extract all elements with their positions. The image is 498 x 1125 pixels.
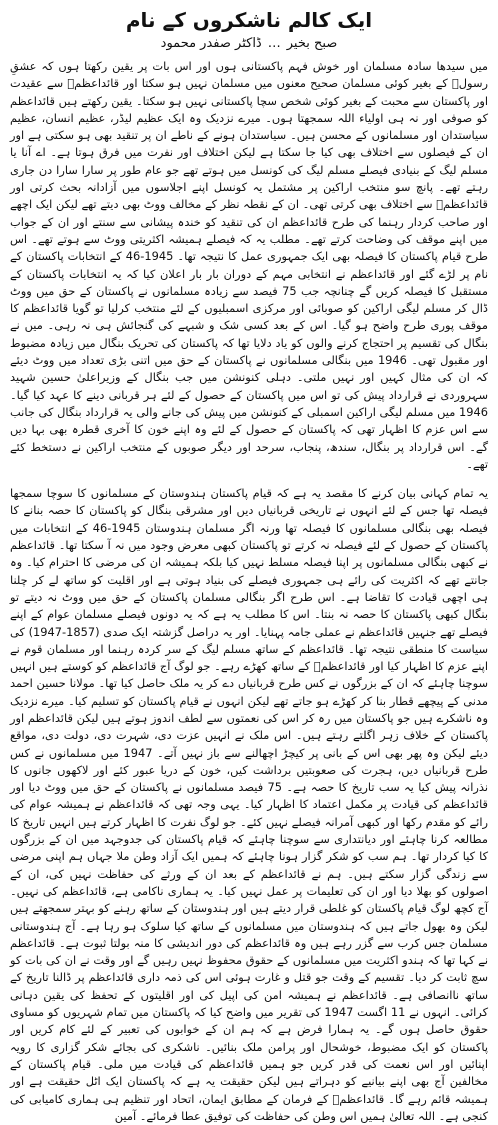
author-name: ڈاکٹر صفدر محمود	[160, 36, 262, 51]
article-body	[10, 58, 488, 1125]
column-name: صبح بخیر	[286, 36, 338, 51]
article-title: ایک کالم ناشکروں کے نام	[125, 8, 373, 32]
paragraph-2: یہ تمام کہانی بیان کرنے کا مقصد یہ ہے کہ قیام پاکستان ہندوستان کے مسلمانوں کا سوچا سمجھا فیصلہ تھا جس کے لئے انہوں نے تاریخی قربانیاں دیں اور مشرقی بنگال کو پاکستان کا حصہ بنانے کا فیصلہ بھی بنگالی مسلمانوں کا فیصلہ تھا ورنہ اگر مسلمان ہندوستان 1945-46 کے انتخابات میں پاکستان کے حصول کے لئے فیصلہ نہ کرتے تو پاکستان کبھی معرض وجود میں نہ آ سکتا تھا۔ قائداعظم نے کبھی بنگالی مسلمانوں پر اپنا فیصلہ مسلط نہیں کیا بلکہ ہمیشہ ان کی مرضی کا احترام کیا۔ وہ جانتے تھے کہ اکثریت کی رائے ہی جمہوری فیصلے کی بنیاد ہوتی ہے اور اقلیت کو ساتھ لے کر چلنا ہی اچھی قیادت کا تقاضا ہے۔ اس طرح اگر بنگالی مسلمان پاکستان کے حق میں ووٹ نہ دیتے تو بنگال کبھی پاکستان کا حصہ نہ بنتا۔ اس کا مطلب یہ ہے کہ یہ دونوں فیصلے مسلمان عوام کے اپنے فیصلے تھے جنہیں قائداعظم نے عملی جامہ پہنایا۔ اور یہ دراصل گزشتہ ایک صدی (1857-1947) کی سیاست کا منطقی نتیجہ تھا۔ قائداعظم کے ساتھ مسلم لیگ کے سر کردہ رہنما اور مسلمان قوم نے اپنے عزم کا اظہار کیا اور قائداعظمؒ کے ساتھ کھڑے رہے۔ جو لوگ آج قائداعظم کو کوستے ہیں انہیں سوچنا چاہئے کہ ان کے بزرگوں نے کس طرح قربانیاں دے کر یہ ملک حاصل کیا تھا۔ مولانا حسین احمد مدنی کے پیچھے قطار بنا کر کھڑے ہو جاتے تھے لیکن انہوں نے قیام پاکستان کو تسلیم کیا۔ میرے نزدیک وہ ناشکرے ہیں جو پاکستان میں رہ کر اس کی نعمتوں سے لطف اندوز ہوتے ہیں لیکن قائداعظم اور پاکستان کے خلاف زہر اگلتے رہتے ہیں۔ اس ملک نے انہیں عزت دی، شہرت دی، دولت دی، مواقع دیئے لیکن وہ پھر بھی اس کے بانی پر کیچڑ اچھالنے سے باز نہیں آتے۔ 1947 میں مسلمانوں نے کس طرح قربانیاں دیں، ہجرت کی صعوبتیں برداشت کیں، خون کے دریا عبور کئے اور لاکھوں جانوں کا نذرانہ پیش کیا یہ سب تاریخ کا حصہ ہے۔ 75 فیصد مسلمانوں نے پاکستان کے حق میں ووٹ دیا اور قائداعظم کی قیادت پر مکمل اعتماد کا اظہار کیا۔ یہی وجہ تھی کہ قائداعظم نے ہمیشہ عوام کی رائے کو مقدم رکھا اور کبھی آمرانہ فیصلے نہیں کئے۔ جو لوگ نفرت کا اظہار کرتے ہیں انہیں تاریخ کا مطالعہ کرنا چاہئے اور دیانتداری سے سوچنا چاہئے کہ قیام پاکستان کی جدوجہد میں ان کے بزرگوں کا کیا کردار تھا۔ ہم سب کو شکر گزار ہونا چاہئے کہ ہمیں ایک آزاد وطن ملا جہاں ہم اپنی مرضی سے زندگی گزار سکتے ہیں۔ ہم نے قائداعظم کے بعد ان کے ورثے کی حفاظت نہیں کی، ان کے اصولوں کو بھلا دیا اور ان کی تعلیمات پر عمل نہیں کیا۔ یہ ہماری ناکامی ہے، قائداعظم کی نہیں۔ آج کچھ لوگ قیام پاکستان کو غلطی قرار دیتے ہیں اور ہندوستان کے ساتھ رہنے کو بہتر سمجھتے ہیں لیکن وہ بھول جاتے ہیں کہ ہندوستان میں مسلمانوں کے ساتھ کیا سلوک ہو رہا ہے۔ آج ہندوستانی مسلمان جس کرب سے گزر رہے ہیں وہ قائداعظم کی دور اندیشی کا منہ بولتا ثبوت ہے۔ قائداعظم نے کہا تھا کہ ہندو اکثریت میں مسلمانوں کے حقوق محفوظ نہیں رہیں گے اور وقت نے ان کی بات کو سچ ثابت کر دیا۔ تقسیم کے وقت جو قتل و غارت ہوئی اس کی ذمہ داری قائداعظم پر ڈالنا تاریخ کے ساتھ ناانصافی ہے۔ قائداعظم نے ہمیشہ امن کی اپیل کی اور اقلیتوں کے تحفظ کی یقین دہانی کرائی۔ انہوں نے 11 اگست 1947 کی تقریر میں واضح کیا کہ پاکستان میں تمام شہریوں کو مساوی حقوق حاصل ہوں گے۔ یہ ہمارا فرض ہے کہ ہم ان کے خوابوں کی تعبیر کے لئے کام کریں اور پاکستان کو ایک مضبوط، خوشحال اور پرامن ملک بنائیں۔ ناشکری کی بجائے شکر گزاری کا رویہ اپنائیں اور اس نعمت کی قدر کریں جو ہمیں قائداعظم کی قیادت میں ملی۔ قیام پاکستان کے مخالفین آج بھی اپنے بیانیے کو دہراتے ہیں لیکن حقیقت یہ ہے کہ پاکستان ایک اٹل حقیقت ہے اور ہمیشہ قائم رہے گا۔ قائداعظمؒ کے فرمان کے مطابق ایمان، اتحاد اور تنظیم ہی ہماری کامیابی کی کنجی ہے۔ اللہ تعالیٰ ہمیں اس وطن کی حفاظت کی توفیق عطا فرمائے۔ آمین	[10, 486, 489, 1123]
paragraph-1: میں سیدھا سادہ مسلمان اور خوش فہم پاکستانی ہوں اور اس بات پر یقین رکھتا ہوں کہ عشقِ رسولؐ کے بغیر کوئی مسلمان صحیح معنوں میں مسلمان نہیں ہو سکتا اور قائداعظمؒ سے عقیدت اور پاکستان سے محبت کے بغیر کوئی شخص سچا پاکستانی نہیں ہو سکتا۔ یقین رکھتے ہیں قائداعظم کو صوفی اور نہ ہی اولیاء اللہ سمجھتا ہوں۔ میرے نزدیک وہ ایک عظیم لیڈر، عظیم انسان، عظیم سیاستدان اور مسلمانوں کے محسن ہیں۔ سیاستدان ہونے کے ناطے ان پر تنقید بھی ہو سکتی ہے اور ان کے فیصلوں سے اختلاف بھی کیا جا سکتا ہے لیکن اختلاف اور نفرت میں فرق ہوتا ہے۔ اے آنا یا مسلم لیگ کے بنیادی فیصلے مسلم لیگ کی کونسل میں ہوتے تھے جو عام طور پر سارا سارا دن جاری رہتے تھے۔ پانچ سو منتخب اراکین پر مشتمل یہ کونسل اپنے اجلاسوں میں آزادانہ بحث کرتی اور قائداعظمؒ سے اختلاف بھی کرتی تھی۔ ان کے نقطہ نظر کے مخالف ووٹ بھی دیتے تھے لیکن ایک اچھے اور صاحب کردار رہنما کی طرح قائداعظم ان کی تنقید کو خندہ پیشانی سے سنتے اور ان کے جواب میں اپنے موقف کی وضاحت کرتے تھے۔ مطلب یہ کہ فیصلے ہمیشہ اکثریتی ووٹ سے ہوتے تھے۔ اس طرح قیام پاکستان کا فیصلہ بھی ایک جمہوری عمل کا نتیجہ تھا۔ 1945-46 کے انتخابات پاکستان کے نام پر لڑے گئے اور قائداعظم نے انتخابی مہم کے دوران بار بار اعلان کیا کہ یہ انتخابات پاکستان کے مستقبل کا فیصلہ کریں گے چنانچہ جب 75 فیصد سے زیادہ مسلمانوں نے پاکستان کے حق میں ووٹ ڈال کر مسلم لیگی اراکین کو صوبائی اور مرکزی اسمبلیوں کے لئے منتخب کرلیا تو گویا قائداعظم کا موقف پوری طرح واضح ہو گیا۔ اس کے بعد کسی شک و شبہے کی گنجائش ہی نہ رہی۔ میں نے بنگال کی تقسیم پر احتجاج کرنے والوں کو یاد دلایا تھا کہ پاکستان کی تحریک بنگال میں زیادہ مضبوط اور مقبول تھی۔ 1946 میں بنگالی مسلمانوں نے پاکستان کے حق میں اتنی بڑی تعداد میں ووٹ دیئے کہ ان کی مثال کہیں اور نہیں ملتی۔ دہلی کنونشن میں جب بنگال کے وزیراعلیٰ حسین شہید سہروردی نے قرارداد پیش کی تو اس میں پاکستان کے حصول کے لئے ہر قربانی دینے کا عہد کیا گیا۔ 1946 میں مسلم لیگی اراکین اسمبلی کے کنونشن میں پیش کی جانے والی یہ قرارداد بنگال کی جانب سے اس عزم کا اظہار تھی کہ پاکستان کے حصول کے لئے وہ اپنے خون کا آخری قطرہ بھی بہا دیں گے۔ اس قرارداد پر بنگال، سندھ، پنجاب، سرحد اور دیگر صوبوں کے منتخب اراکین نے دستخط کئے تھے۔	[10, 59, 488, 471]
byline-separator: …	[267, 36, 281, 51]
article-byline	[10, 34, 488, 54]
